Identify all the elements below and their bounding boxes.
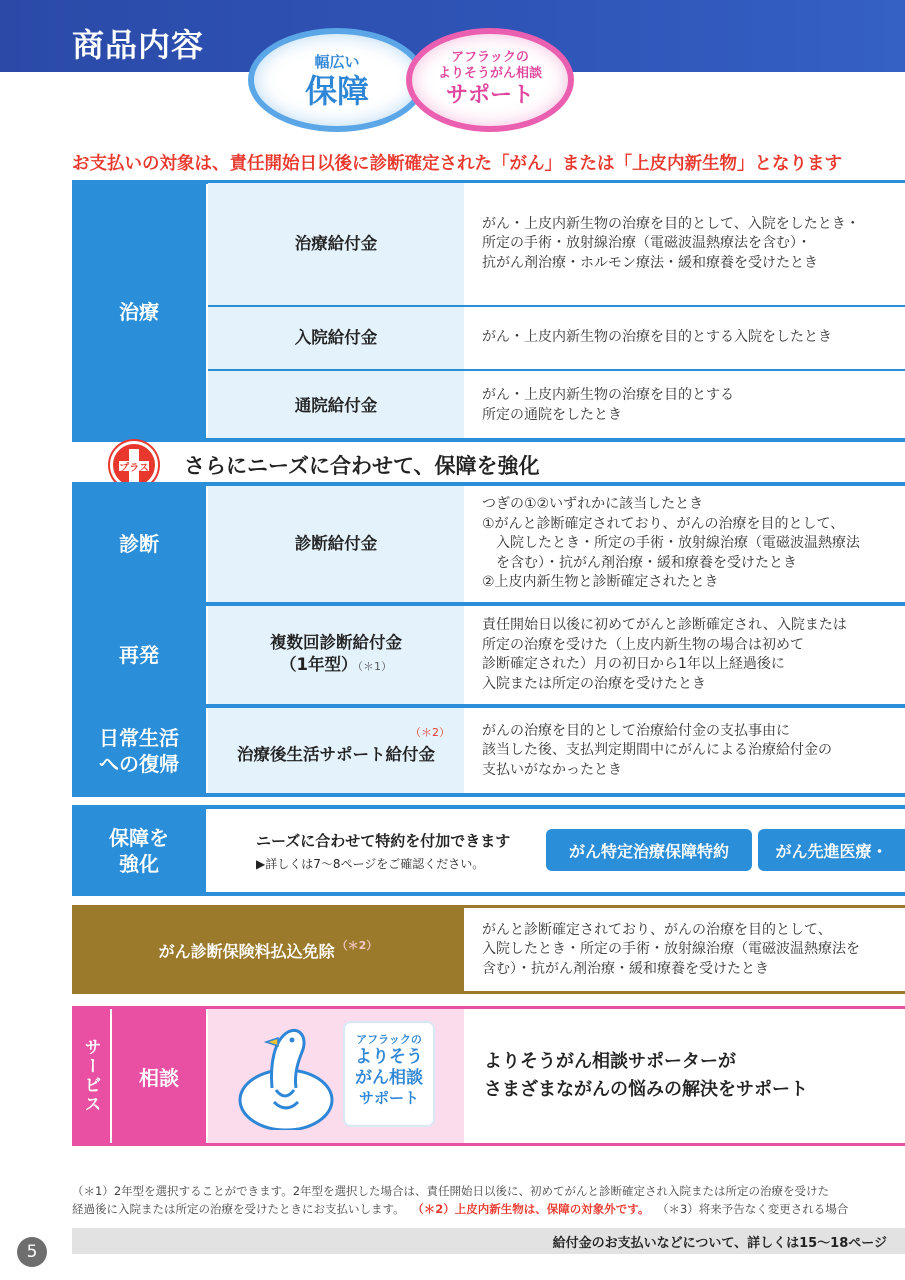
waiver-name-text: がん診断保険料払込免除	[158, 941, 335, 961]
bubble-label-small: 幅広い	[314, 52, 360, 71]
benefit-desc-outpatient: がん・上皮内新生物の治療を目的とする 所定の通院をしたとき	[464, 371, 905, 440]
table-bottom-border	[72, 793, 905, 797]
logo-line3: がん相談	[355, 1068, 423, 1088]
benefit-desc-recurrence: 責任開始日以後に初めてがんと診断確定され、入院または 所定の治療を受けた（上皮内新生物の場合は初めて 診断確定された）月の初日から1年以上経過後に 入院または所定の治療を受けたとき	[464, 606, 905, 704]
benefit-name-line1: 複数回診断給付金	[270, 633, 402, 652]
bubble-label-big: 保障	[304, 71, 369, 110]
footer-reference: 給付金のお支払いなどについて、詳しくは15〜18ページ	[552, 1236, 887, 1251]
plus-heading: さらにニーズに合わせて、保障を強化	[184, 454, 540, 478]
category-line1: 日常生活	[99, 726, 179, 750]
footnote-text: 経過後に入院または所定の治療を受けたときにお支払いします。	[72, 1202, 405, 1216]
category-line2: への復帰	[99, 752, 179, 776]
waiver-desc: がんと診断確定されており、がんの治療を目的として、 入院したとき・所定の手術・放射線治療（電磁波温熱療法を 含む）・抗がん剤治療・緩和療養を受けたとき	[464, 908, 905, 992]
benefit-name-hospitalization: 入院給付金	[208, 307, 464, 369]
benefit-name-treatment: 治療給付金	[208, 183, 464, 305]
footnote-text: （＊3）将来予告なく変更される場合	[656, 1202, 849, 1216]
benefit-desc-hospitalization: がん・上皮内新生物の治療を目的とする入院をしたとき	[464, 307, 905, 369]
benefit-name-text: 治療後生活サポート給付金	[237, 745, 435, 764]
note-mark: （＊2）	[410, 726, 450, 739]
bubble-label-big: サポート	[445, 83, 534, 108]
benefit-desc-treatment: がん・上皮内新生物の治療を目的として、入院をしたとき・ 所定の手術・放射線治療（電磁波温熱療法を含む）・ 抗がん剤治療・ホルモン療法・緩和療養を受けたとき	[464, 183, 905, 305]
rider-page-link[interactable]: ▶詳しくは7〜8ページをご確認ください。	[256, 857, 485, 871]
category-rider	[72, 809, 206, 893]
rider-button-specific-treatment[interactable]: がん特定治療保障特約	[546, 829, 752, 871]
footnote-line1: （＊1）2年型を選択することができます。2年型を選択した場合は、責任開始日以後に、初めてがんと診断確定され入院または所定の治療を受けた	[72, 1184, 830, 1198]
benefit-desc-diagnosis: つぎの①②いずれかに該当したとき ①がんと診断確定されており、がんの治療を目的として、 入院したとき・所定の手術・放射線治療（電磁波温熱療法 を含む）・抗がん剤治療・緩和療養を受けたとき ②上皮内新生物と診断確定されたとき	[464, 486, 905, 602]
note-mark: （＊1）	[357, 660, 392, 673]
benefit-name-recurrence	[208, 606, 464, 704]
logo-line4: サポート	[358, 1089, 419, 1107]
category-daily-life	[72, 708, 206, 794]
waiver-bottom-border	[72, 991, 905, 994]
service-outer-label: サービス	[72, 1009, 110, 1143]
support-bubble	[406, 28, 574, 132]
category-treatment: 治療	[72, 183, 206, 440]
waiver-name	[72, 908, 464, 992]
service-bottom-border	[72, 1143, 905, 1146]
footer-bar	[72, 1228, 905, 1254]
coverage-bubble	[248, 28, 426, 132]
table-bottom-border	[72, 438, 905, 442]
benefit-name-outpatient: 通院給付金	[208, 371, 464, 440]
footnote-exclusion: （＊2）上皮内新生物は、保障の対象外です。	[412, 1202, 650, 1216]
service-desc-line2: さまざまながんの悩みの解決をサポート	[484, 1079, 808, 1100]
service-desc-line1: よりそうがん相談サポーターが	[484, 1051, 736, 1072]
bubble-label-line2: よりそうがん相談	[437, 66, 542, 81]
benefit-name-life-support	[208, 708, 464, 794]
logo-line2: よりそう	[355, 1047, 423, 1067]
category-consultation: 相談	[112, 1009, 206, 1143]
logo-line1: アフラックの	[356, 1033, 422, 1046]
bubble-label-line1: アフラックの	[451, 50, 529, 65]
payment-notice: お支払いの対象は、責任開始日以後に診断確定された「がん」または「上皮内新生物」となります	[72, 154, 842, 174]
page-number: 5	[17, 1237, 47, 1267]
category-line1: 保障を	[109, 826, 169, 850]
service-desc	[464, 1009, 905, 1143]
category-diagnosis: 診断	[72, 486, 206, 602]
category-line2: 強化	[119, 852, 159, 876]
benefit-name-line2: （1年型）（＊1）	[280, 655, 392, 674]
rider-button-advanced-medical[interactable]: がん先進医療・	[758, 829, 905, 871]
footnote-line2	[72, 1201, 848, 1217]
benefit-name-diagnosis: 診断給付金	[208, 486, 464, 602]
page-title: 商品内容	[72, 26, 205, 64]
category-recurrence: 再発	[72, 606, 206, 704]
rider-bottom-border	[72, 892, 905, 896]
rider-text: ニーズに合わせて特約を付加できます	[256, 832, 511, 850]
plus-badge-label: プラス	[119, 463, 149, 474]
support-service-logo	[343, 1021, 435, 1127]
duck-mascot-icon	[236, 1018, 336, 1130]
note-mark: （＊2）	[336, 939, 378, 952]
benefit-desc-life-support: がんの治療を目的として治療給付金の支払事由に 該当した後、支払判定期間中にがんによる治療給付金の 支払いがなかったとき	[464, 708, 905, 794]
